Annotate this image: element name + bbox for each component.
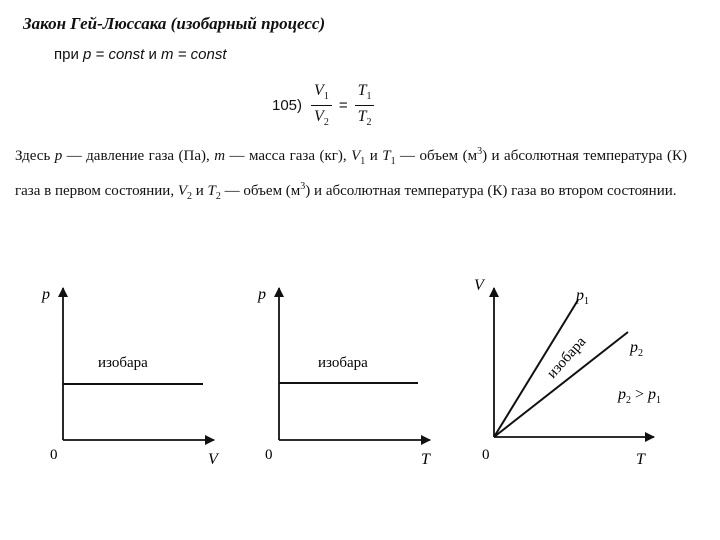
- graph1-isobar-label: изобара: [98, 355, 148, 371]
- graph1-origin: 0: [50, 447, 58, 463]
- cond-prefix: при: [54, 46, 79, 63]
- graph2-origin: 0: [265, 447, 273, 463]
- graph-v-t: [474, 277, 661, 468]
- graph1-x-label: V: [208, 451, 218, 468]
- cond-and: и: [148, 46, 157, 63]
- graph3-y-label: V: [474, 277, 484, 294]
- graph2-x-label: T: [421, 451, 430, 468]
- temperature-ratio-numerator: $T_1$: [355, 82, 375, 105]
- volume-ratio-numerator: $V_1$: [311, 82, 332, 105]
- page-title: Закон Гей-Люссака (изобарный процесс): [23, 14, 326, 33]
- explanation-paragraph: Здесь p — давление газа (Па), m — масса газа (кг), $V_1$ и $T_1$ — объем $(м^3)$ и абсолютная температура (К) газа в первом состоянии, $V_2$ и $T_2$ — объем $(м^3)$ и абсолютная температура (К) газа во втором состоянии.: [15, 146, 688, 202]
- graph3-pressure-relation: $p_2 > p_1$: [618, 386, 662, 406]
- graph3-isobar-label: изобара: [544, 333, 590, 382]
- graph3-isobar-p2-line: [494, 332, 628, 437]
- process-conditions: [54, 46, 227, 63]
- graph2-isobar-label: изобара: [318, 355, 368, 371]
- graph3-p2-label: $p_2$: [630, 339, 643, 359]
- graph1-y-label: p: [42, 286, 50, 303]
- volume-ratio: [311, 82, 332, 127]
- temperature-ratio: [355, 82, 375, 127]
- temperature-ratio-denominator: $T_2$: [357, 107, 372, 128]
- volume-ratio-denominator: $V_2$: [314, 107, 329, 128]
- graph-p-v: [41, 286, 220, 468]
- graph3-x-label: T: [636, 451, 645, 468]
- formula-number: 105): [272, 96, 303, 114]
- graph3-origin: 0: [482, 447, 490, 463]
- cond-m-const: m = const: [161, 46, 227, 63]
- formula-105: [272, 76, 377, 134]
- cond-p-const: p = const: [83, 46, 145, 63]
- formula-equals: =: [338, 96, 348, 114]
- graph-p-t: [257, 286, 431, 468]
- graph3-p1-label: $p_1$: [576, 287, 589, 307]
- graph2-y-label: p: [258, 286, 266, 303]
- isobar-graphs: [0, 270, 720, 485]
